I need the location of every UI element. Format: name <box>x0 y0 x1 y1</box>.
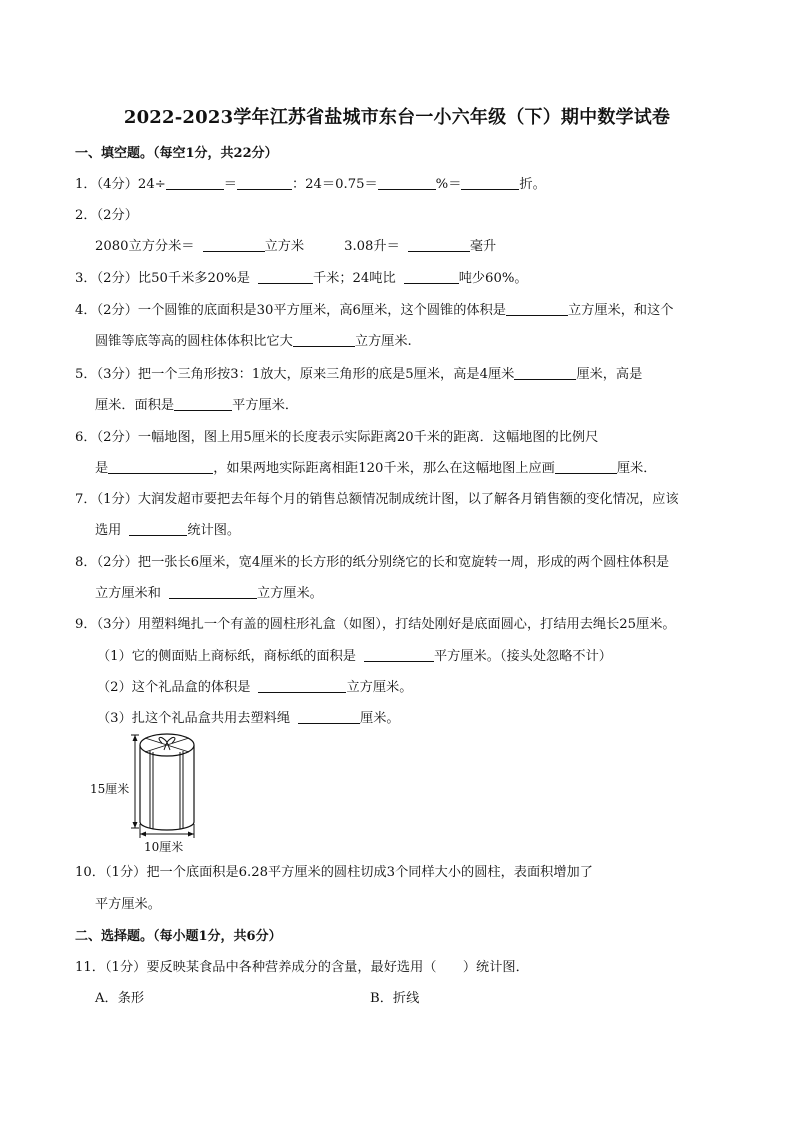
answer-blank[interactable] <box>514 366 576 380</box>
question-5-cont: 厘米．面积是 平方厘米． <box>95 398 299 413</box>
answer-blank[interactable] <box>237 176 292 190</box>
option-a[interactable]: A．条形 <box>95 991 145 1006</box>
question-9-part-3: （3）扎这个礼品盒共用去塑料绳 厘米。 <box>97 711 400 726</box>
question-9-part-2: （2）这个礼品盒的体积是 立方厘米。 <box>97 680 413 695</box>
answer-blank[interactable] <box>506 302 568 316</box>
question-4-cont: 圆锥等底等高的圆柱体体积比它大 立方厘米. <box>95 334 412 349</box>
answer-blank[interactable] <box>129 522 187 536</box>
question-10-cont: 平方厘米。 <box>95 897 161 912</box>
question-2-head: 2．（2分） <box>75 208 138 223</box>
cylinder-gift-box-figure <box>90 730 210 858</box>
question-7: 7．（1分）大润发超市要把去年每个月的销售总额情况制成统计图，以了解各月销售额的变化情况，应该 <box>75 492 679 507</box>
answer-blank[interactable] <box>108 460 213 474</box>
answer-blank[interactable] <box>258 679 346 693</box>
answer-blank[interactable] <box>174 397 232 411</box>
answer-blank[interactable] <box>293 333 355 347</box>
section-heading-multiple-choice: 二、选择题。（每小题1分，共6分） <box>75 929 282 944</box>
question-6: 6．（2分）一幅地图，图上用5厘米的长度表示实际距离20千米的距离．这幅地图的比例尺 <box>75 430 599 445</box>
question-10: 10．（1分）把一个底面积是6.28平方厘米的圆柱切成3个同样大小的圆柱，表面积增加了 <box>75 865 593 880</box>
answer-blank[interactable] <box>364 648 434 662</box>
answer-blank[interactable] <box>404 270 459 284</box>
answer-blank[interactable] <box>408 238 470 252</box>
section-heading-fill-blank: 一、填空题。（每空1分，共22分） <box>75 146 278 161</box>
answer-blank[interactable] <box>169 585 257 599</box>
answer-blank[interactable] <box>378 176 436 190</box>
answer-blank[interactable] <box>166 176 224 190</box>
question-3: 3．（2分）比50千米多20%是 千米；24吨比 吨少60%。 <box>75 271 528 286</box>
question-1: 1．（4分）24÷ ＝ ：24＝0.75＝ %＝ 折。 <box>75 177 546 192</box>
page-title: 2022-2023学年江苏省盐城市东台一小六年级（下）期中数学试卷 <box>123 107 671 128</box>
answer-blank[interactable] <box>203 238 265 252</box>
question-4: 4．（2分）一个圆锥的底面积是30平方厘米，高6厘米，这个圆锥的体积是 立方厘米，和这个 <box>75 303 674 318</box>
answer-blank[interactable] <box>258 270 313 284</box>
figure-width-label: 10厘米 <box>144 840 184 854</box>
question-11-options <box>95 990 695 1008</box>
question-2-body: 2080立方分米＝ 立方米 3.08升＝ 毫升 <box>95 239 497 254</box>
answer-blank[interactable] <box>555 460 617 474</box>
question-6-cont: 是 ，如果两地实际距离相距120千米，那么在这幅地图上应画 厘米． <box>95 461 657 476</box>
question-8-cont: 立方厘米和 立方厘米。 <box>95 586 323 601</box>
figure-height-label: 15厘米 <box>90 782 130 796</box>
question-9-part-1: （1）它的侧面贴上商标纸，商标纸的面积是 平方厘米。（接头处忽略不计） <box>97 649 612 664</box>
question-8: 8．（2分）把一张长6厘米，宽4厘米的长方形的纸分别绕它的长和宽旋转一周，形成的两个圆柱体积是 <box>75 555 670 570</box>
option-b[interactable]: B．折线 <box>370 991 420 1006</box>
question-11: 11．（1分）要反映某食品中各种营养成分的含量，最好选用（ ）统计图． <box>75 960 529 975</box>
question-5: 5．（3分）把一个三角形按3：1放大，原来三角形的底是5厘米，高是4厘米 厘米，高是 <box>75 367 643 382</box>
answer-blank[interactable] <box>461 176 519 190</box>
question-9: 9．（3分）用塑料绳扎一个有盖的圆柱形礼盒（如图），打结处刚好是底面圆心，打结用去绳长25厘米。 <box>75 617 676 632</box>
answer-blank[interactable] <box>298 710 360 724</box>
question-7-cont: 选用 统计图。 <box>95 523 241 538</box>
